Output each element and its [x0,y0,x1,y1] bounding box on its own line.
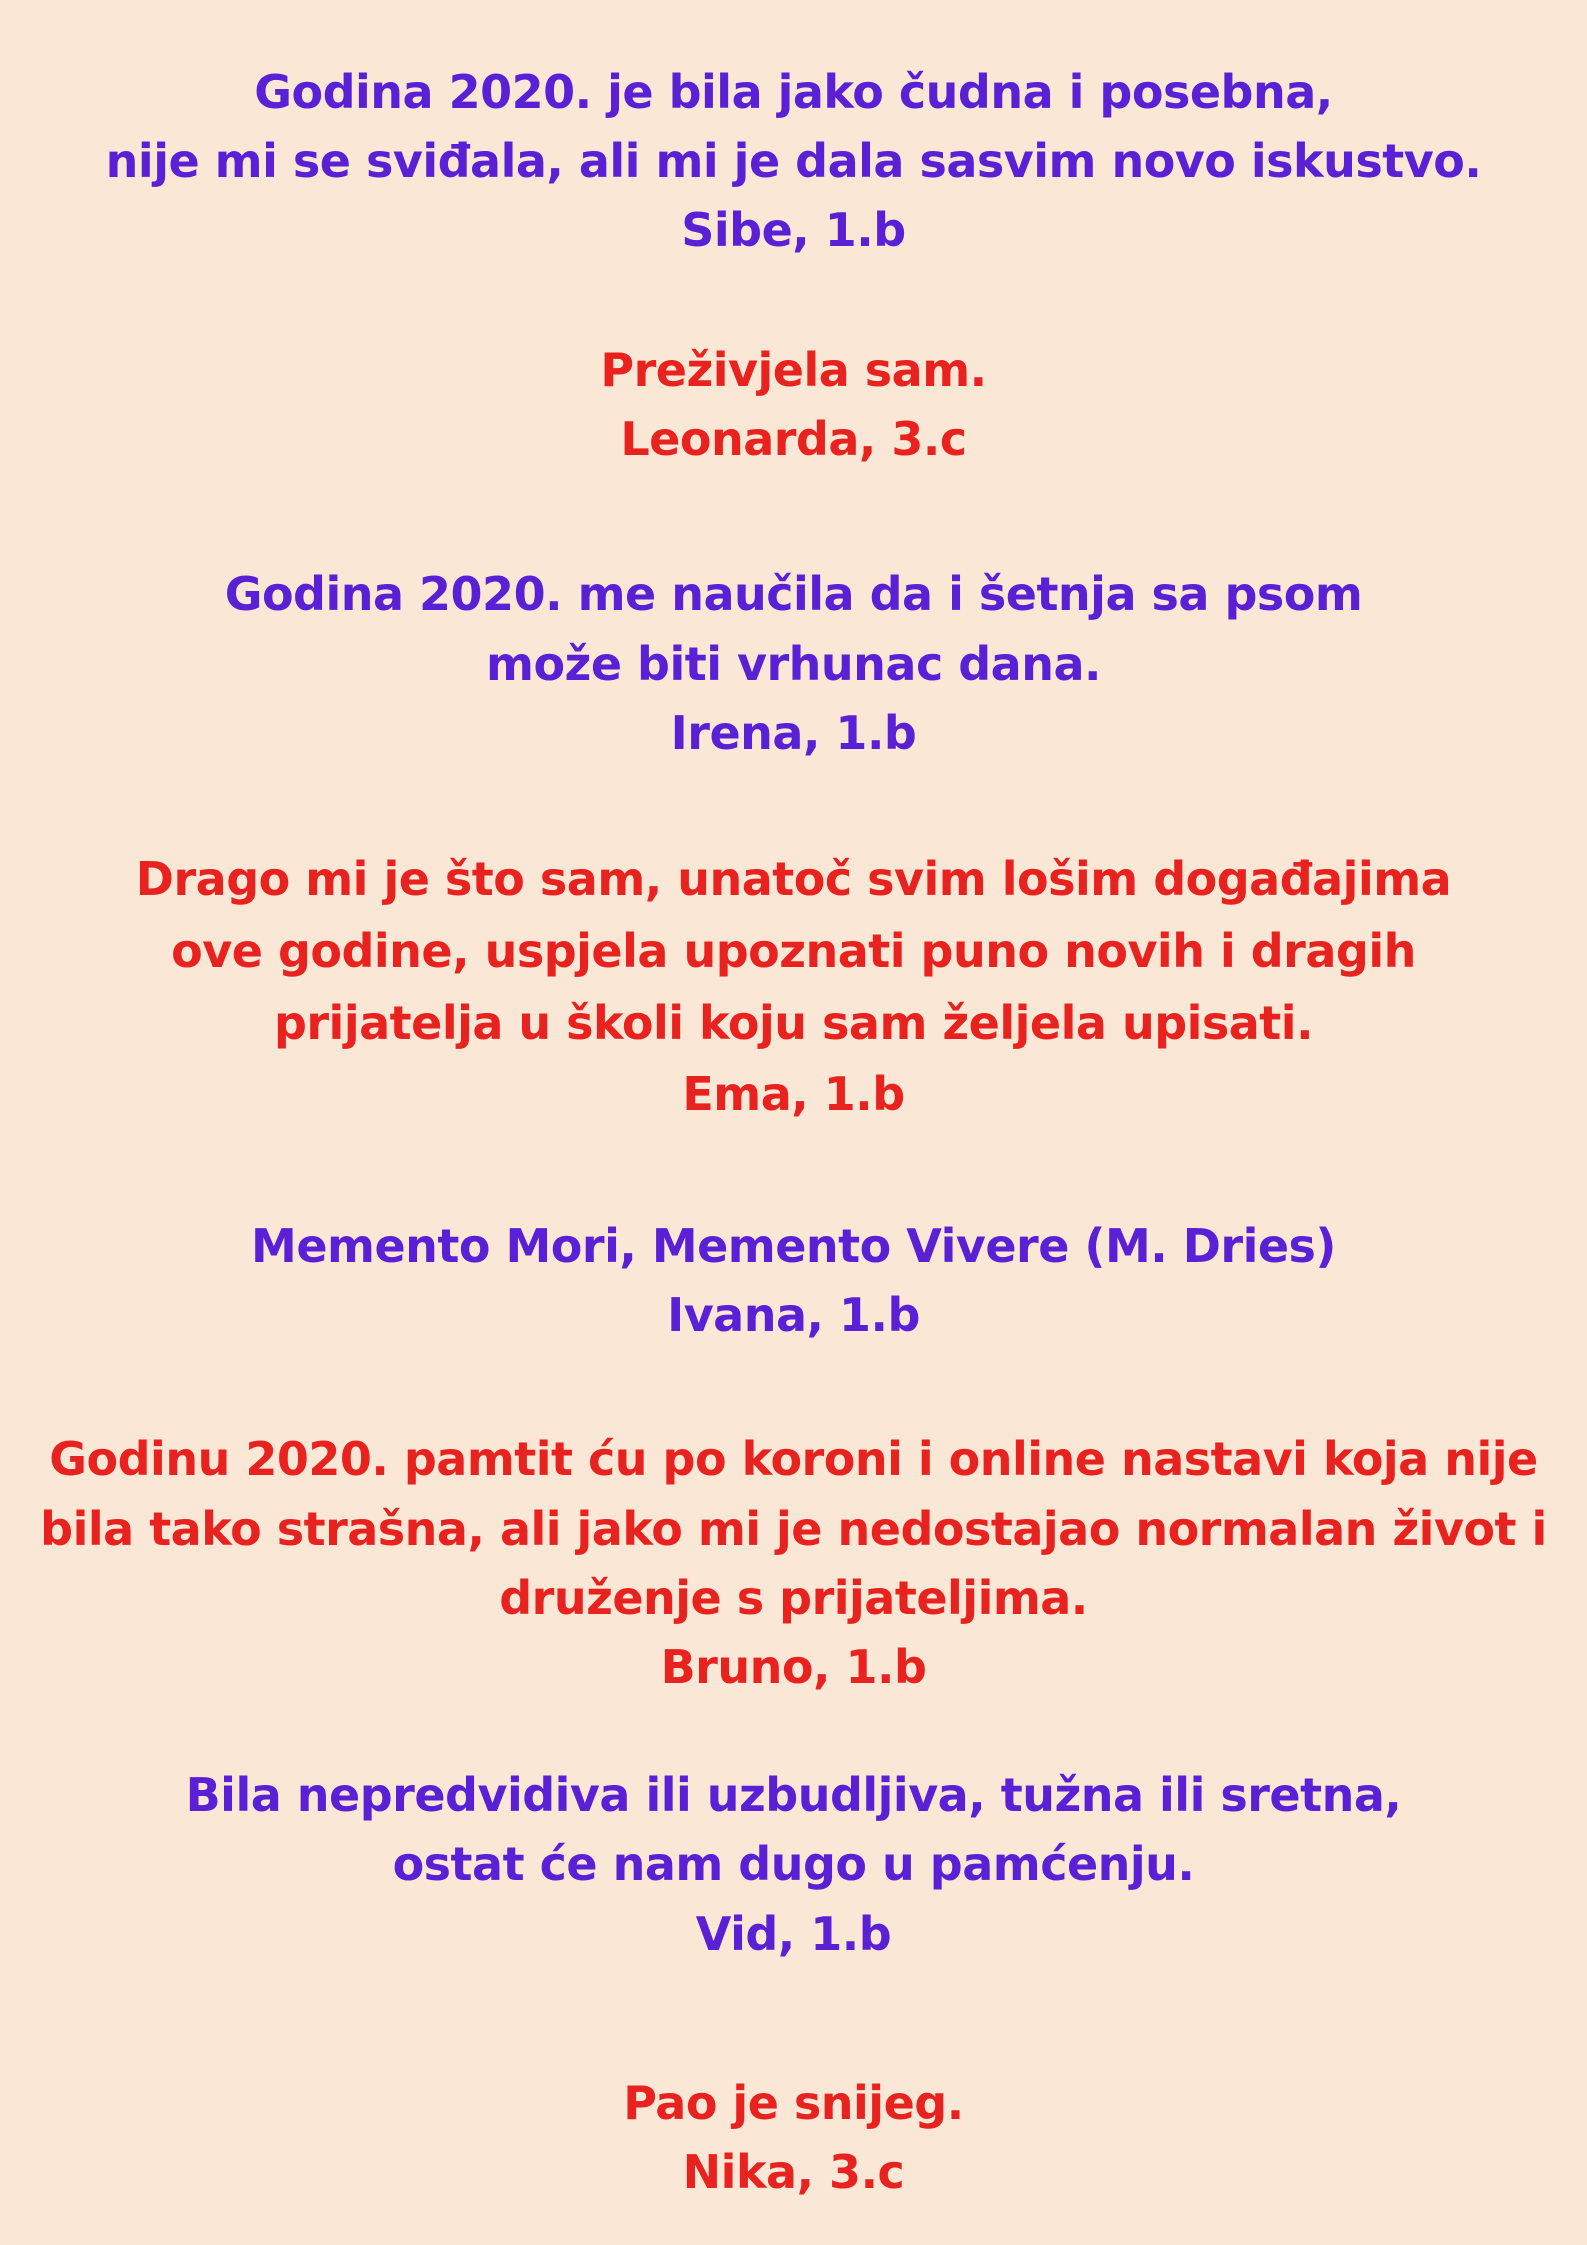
quote-4-line-2: ove godine, uspjela upoznati puno novih i dragih [171,924,1416,978]
quote-4-line-1: Drago mi je što sam, unatoč svim lošim događajima [135,852,1452,906]
quote-8-author: Nika, 3.c [682,2145,905,2199]
quote-3-line-1: Godina 2020. me naučila da i šetnja sa psom [224,567,1363,621]
quote-6-line-1: Godinu 2020. pamtit ću po koroni i online nastavi koja nije [49,1432,1538,1486]
quote-6-line-3: druženje s prijateljima. [499,1571,1088,1625]
quote-3-author: Irena, 1.b [670,706,917,760]
quote-2-author: Leonarda, 3.c [620,412,967,466]
quote-1-line-1: Godina 2020. je bila jako čudna i posebna, [254,65,1333,119]
quote-5-line-1: Memento Mori, Memento Vivere (M. Dries) [251,1219,1336,1273]
quote-6-line-2: bila tako strašna, ali jako mi je nedostajao normalan život i [40,1502,1547,1556]
quote-8-line-1: Pao je snijeg. [623,2076,964,2130]
quote-1-author: Sibe, 1.b [681,203,906,257]
quote-5-author: Ivana, 1.b [667,1288,920,1342]
quote-7-line-1: Bila nepredvidiva ili uzbudljiva, tužna ili sretna, [185,1768,1402,1822]
quote-2-line-1: Preživjela sam. [600,343,987,397]
quote-3-line-2: može biti vrhunac dana. [486,637,1101,691]
quote-6-author: Bruno, 1.b [660,1640,927,1694]
quote-4-author: Ema, 1.b [682,1067,905,1121]
quote-4-line-3: prijatelja u školi koju sam željela upisati. [273,996,1314,1050]
quote-1-line-2: nije mi se sviđala, ali mi je dala sasvim novo iskustvo. [105,134,1482,188]
quote-7-line-2: ostat će nam dugo u pamćenju. [392,1837,1195,1891]
quote-7-author: Vid, 1.b [695,1907,892,1961]
